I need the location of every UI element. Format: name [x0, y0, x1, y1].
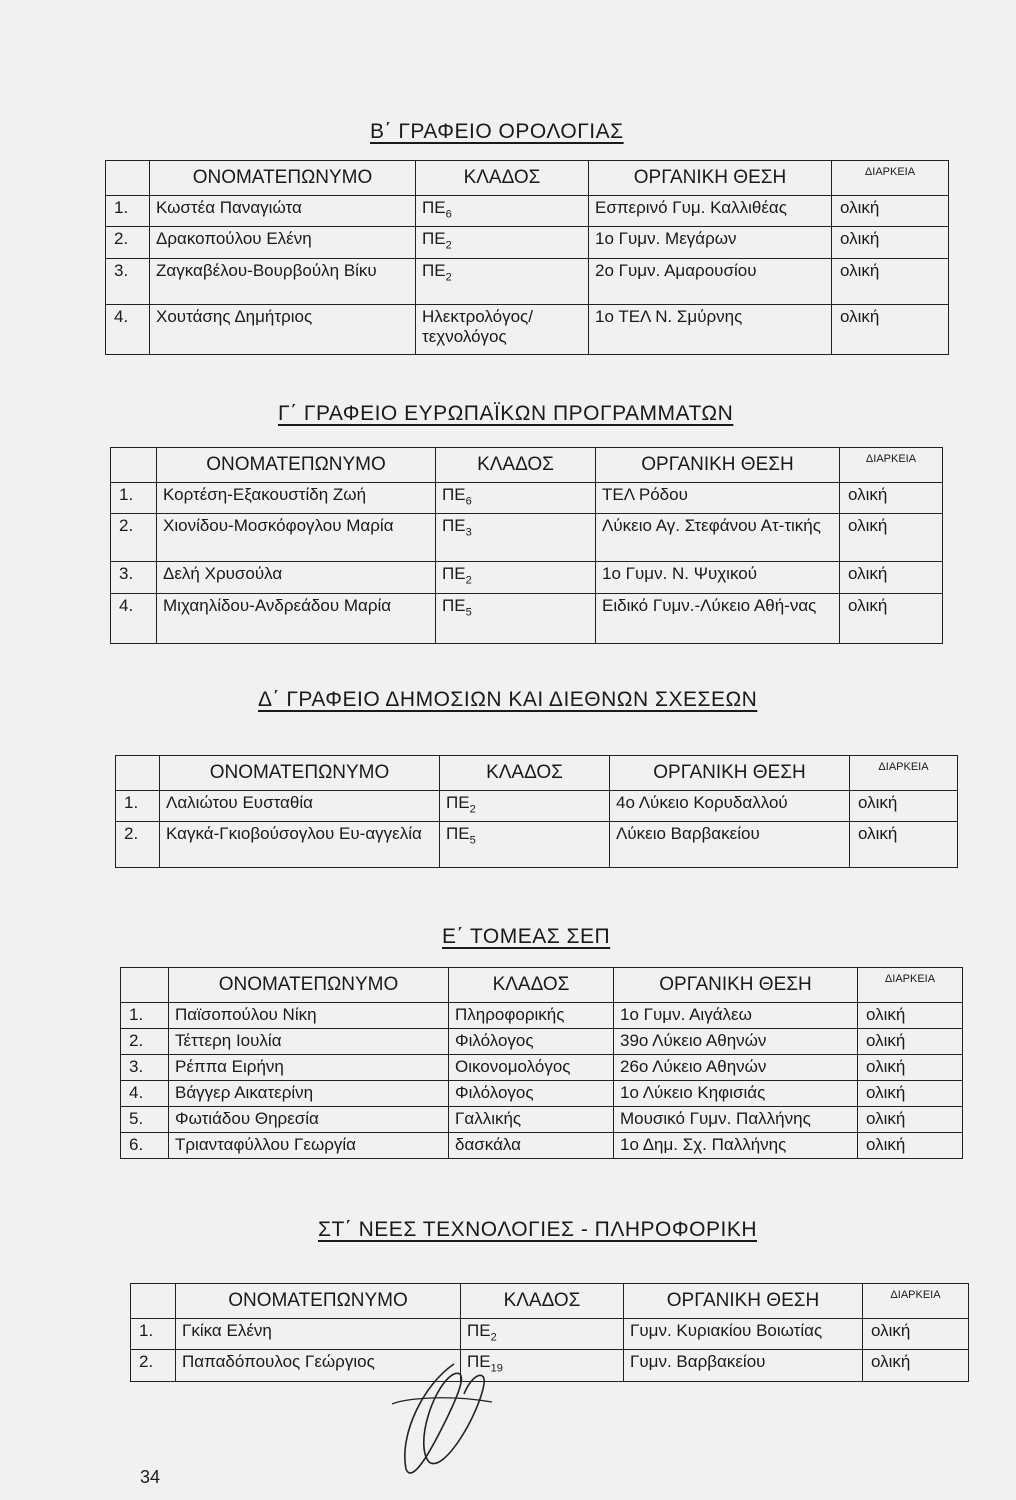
row-duration: ολική — [832, 227, 949, 258]
row-name: Μιχαηλίδου-Ανδρεάδου Μαρία — [157, 593, 436, 643]
row-position: Εσπερινό Γυμ. Καλλιθέας — [589, 196, 832, 227]
row-number: 4. — [121, 1081, 169, 1107]
row-branch: Φιλόλογος — [449, 1029, 614, 1055]
col-header-duration: ΔΙΑΡΚΕΙΑ — [850, 756, 958, 791]
table-row — [106, 227, 949, 258]
row-name: Παϊσοπούλου Νίκη — [169, 1003, 449, 1029]
table-row — [121, 1055, 963, 1081]
row-duration: ολική — [858, 1133, 963, 1159]
col-header-duration: ΔΙΑΡΚΕΙΑ — [863, 1284, 969, 1319]
row-branch: $\Pi E_5$ — [440, 822, 610, 868]
row-branch: $\Pi E_2$ — [440, 791, 610, 822]
table-header-row — [116, 756, 958, 791]
row-number: 1. — [121, 1003, 169, 1029]
row-position: Λύκειο Βαρβακείου — [610, 822, 850, 868]
row-branch: $\Pi E_2$ — [436, 562, 596, 593]
col-header-duration: ΔΙΑΡΚΕΙΑ — [840, 448, 943, 483]
row-position: 1ο Γυμν. Ν. Ψυχικού — [596, 562, 840, 593]
orologia-table — [105, 160, 949, 355]
col-header-name: ΟΝΟΜΑΤΕΠΩΝΥΜΟ — [176, 1284, 461, 1319]
row-branch: $\Pi E_5$ — [436, 593, 596, 643]
row-position: 26ο Λύκειο Αθηνών — [614, 1055, 858, 1081]
row-position: 39ο Λύκειο Αθηνών — [614, 1029, 858, 1055]
row-branch: $\Pi E_2$ — [416, 258, 589, 304]
row-branch: $\Pi E_3$ — [436, 514, 596, 562]
table-row — [121, 1003, 963, 1029]
row-duration: ολική — [840, 593, 943, 643]
col-header-branch: ΚΛΑΔΟΣ — [436, 448, 596, 483]
row-branch: $\Pi E_6$ — [436, 483, 596, 514]
row-duration: ολική — [858, 1029, 963, 1055]
table-row — [131, 1350, 969, 1381]
row-number: 4. — [106, 304, 150, 354]
row-name: Γκίκα Ελένη — [176, 1319, 461, 1350]
col-header-branch: ΚΛΑΔΟΣ — [416, 161, 589, 196]
table-header-row — [106, 161, 949, 196]
table-header-row — [121, 968, 963, 1003]
row-number: 5. — [121, 1107, 169, 1133]
col-header-position: ΟΡΓΑΝΙΚΗ ΘΕΣΗ — [624, 1284, 863, 1319]
row-branch: Πληροφορικής — [449, 1003, 614, 1029]
row-name: Παπαδόπουλος Γεώργιος — [176, 1350, 461, 1381]
table-row — [106, 258, 949, 304]
row-duration: ολική — [850, 822, 958, 868]
row-name: Κωστέα Παναγιώτα — [150, 196, 416, 227]
table-row — [131, 1319, 969, 1350]
col-header-position: ΟΡΓΑΝΙΚΗ ΘΕΣΗ — [596, 448, 840, 483]
col-header-name: ΟΝΟΜΑΤΕΠΩΝΥΜΟ — [157, 448, 436, 483]
row-branch: Γαλλικής — [449, 1107, 614, 1133]
row-name: Δελή Χρυσούλα — [157, 562, 436, 593]
row-name: Κορτέση-Εξακουστίδη Ζωή — [157, 483, 436, 514]
row-position: Μουσικό Γυμν. Παλλήνης — [614, 1107, 858, 1133]
row-number: 2. — [111, 514, 157, 562]
row-duration: ολική — [858, 1081, 963, 1107]
row-position: 2ο Γυμν. Αμαρουσίου — [589, 258, 832, 304]
row-position: 1ο Λύκειο Κηφισιάς — [614, 1081, 858, 1107]
row-duration: ολική — [850, 791, 958, 822]
table-header-row — [111, 448, 943, 483]
sep-table — [120, 967, 963, 1159]
row-position: 1ο Γυμν. Μεγάρων — [589, 227, 832, 258]
row-duration: ολική — [832, 304, 949, 354]
row-position: Λύκειο Αγ. Στεφάνου Ατ-τικής — [596, 514, 840, 562]
row-duration: ολική — [858, 1003, 963, 1029]
row-name: Λαλιώτου Ευσταθία — [160, 791, 440, 822]
row-position: ΤΕΛ Ρόδου — [596, 483, 840, 514]
row-duration: ολική — [840, 483, 943, 514]
row-duration: ολική — [840, 514, 943, 562]
row-number: 3. — [106, 258, 150, 304]
table-row — [111, 514, 943, 562]
table-row — [121, 1029, 963, 1055]
col-header-branch: ΚΛΑΔΟΣ — [461, 1284, 624, 1319]
public-relations-table — [115, 755, 958, 868]
col-header-position: ΟΡΓΑΝΙΚΗ ΘΕΣΗ — [589, 161, 832, 196]
row-duration: ολική — [858, 1055, 963, 1081]
row-name: Βάγγερ Αικατερίνη — [169, 1081, 449, 1107]
row-branch: $\Pi E_2$ — [461, 1319, 624, 1350]
row-number: 3. — [121, 1055, 169, 1081]
row-number: 3. — [111, 562, 157, 593]
section-title-new-technologies: ΣΤ΄ ΝΕΕΣ ΤΕΧΝΟΛΟΓΙΕΣ - ΠΛΗΡΟΦΟΡΙΚΗ — [318, 1218, 757, 1241]
new-technologies-table — [130, 1283, 969, 1382]
row-duration: ολική — [863, 1319, 969, 1350]
row-position: 1ο Γυμν. Αιγάλεω — [614, 1003, 858, 1029]
row-branch: δασκάλα — [449, 1133, 614, 1159]
row-number: 2. — [106, 227, 150, 258]
col-header-position: ΟΡΓΑΝΙΚΗ ΘΕΣΗ — [610, 756, 850, 791]
row-number: 1. — [116, 791, 160, 822]
row-name: Χιονίδου-Μοσκόφογλου Μαρία — [157, 514, 436, 562]
row-position: Ειδικό Γυμν.-Λύκειο Αθή-νας — [596, 593, 840, 643]
table-row — [121, 1081, 963, 1107]
row-position: 1ο ΤΕΛ Ν. Σμύρνης — [589, 304, 832, 354]
col-header-branch: ΚΛΑΔΟΣ — [440, 756, 610, 791]
row-name: Ζαγκαβέλου-Βουρβούλη Βίκυ — [150, 258, 416, 304]
row-duration: ολική — [858, 1107, 963, 1133]
row-name: Τριανταφύλλου Γεωργία — [169, 1133, 449, 1159]
section-title-sep: Ε΄ ΤΟΜΕΑΣ ΣΕΠ — [442, 925, 611, 948]
col-header-branch: ΚΛΑΔΟΣ — [449, 968, 614, 1003]
row-duration: ολική — [832, 196, 949, 227]
table-row — [111, 483, 943, 514]
row-name: Τέττερη Ιουλία — [169, 1029, 449, 1055]
row-name: Καγκά-Γκιοβούσογλου Ευ-αγγελία — [160, 822, 440, 868]
col-header-duration: ΔΙΑΡΚΕΙΑ — [832, 161, 949, 196]
row-number: 1. — [131, 1319, 176, 1350]
table-row — [111, 593, 943, 643]
row-duration: ολική — [863, 1350, 969, 1381]
row-position: Γυμν. Κυριακίου Βοιωτίας — [624, 1319, 863, 1350]
table-row — [116, 791, 958, 822]
page-number: 34 — [140, 1467, 161, 1487]
col-header-duration: ΔΙΑΡΚΕΙΑ — [858, 968, 963, 1003]
row-number: 2. — [121, 1029, 169, 1055]
table-header-row — [131, 1284, 969, 1319]
row-name: Ρέππα Ειρήνη — [169, 1055, 449, 1081]
col-header-name: ΟΝΟΜΑΤΕΠΩΝΥΜΟ — [150, 161, 416, 196]
row-duration: ολική — [840, 562, 943, 593]
row-duration: ολική — [832, 258, 949, 304]
table-row — [106, 196, 949, 227]
row-number: 2. — [116, 822, 160, 868]
table-row — [116, 822, 958, 868]
table-row — [121, 1133, 963, 1159]
col-header-name: ΟΝΟΜΑΤΕΠΩΝΥΜΟ — [169, 968, 449, 1003]
section-title-public-relations: Δ΄ ΓΡΑΦΕΙΟ ΔΗΜΟΣΙΩΝ ΚΑΙ ΔΙΕΘΝΩΝ ΣΧΕΣΕΩΝ — [258, 688, 758, 711]
signature-scribble — [384, 1344, 504, 1484]
row-position: 1ο Δημ. Σχ. Παλλήνης — [614, 1133, 858, 1159]
table-row — [121, 1107, 963, 1133]
row-name: Δρακοπούλου Ελένη — [150, 227, 416, 258]
row-position: 4ο Λύκειο Κορυδαλλού — [610, 791, 850, 822]
row-number: 1. — [106, 196, 150, 227]
row-name: Χουτάσης Δημήτριος — [150, 304, 416, 354]
row-branch: Ηλεκτρολόγος/ τεχνολόγος — [416, 304, 589, 354]
row-number: 4. — [111, 593, 157, 643]
european-programs-table — [110, 447, 943, 644]
section-title-european-programs: Γ΄ ΓΡΑΦΕΙΟ ΕΥΡΩΠΑΪΚΩΝ ΠΡΟΓΡΑΜΜΑΤΩΝ — [278, 402, 734, 425]
col-header-name: ΟΝΟΜΑΤΕΠΩΝΥΜΟ — [160, 756, 440, 791]
row-number: 6. — [121, 1133, 169, 1159]
table-row — [106, 304, 949, 354]
section-title-orologia: Β΄ ΓΡΑΦΕΙΟ ΟΡΟΛΟΓΙΑΣ — [370, 120, 624, 143]
row-number: 1. — [111, 483, 157, 514]
row-branch: Οικονομολόγος — [449, 1055, 614, 1081]
col-header-position: ΟΡΓΑΝΙΚΗ ΘΕΣΗ — [614, 968, 858, 1003]
row-name: Φωτιάδου Θηρεσία — [169, 1107, 449, 1133]
table-row — [111, 562, 943, 593]
row-branch: Φιλόλογος — [449, 1081, 614, 1107]
row-position: Γυμν. Βαρβακείου — [624, 1350, 863, 1381]
row-branch: $\Pi E_2$ — [416, 227, 589, 258]
row-number: 2. — [131, 1350, 176, 1381]
row-branch: $\Pi E_6$ — [416, 196, 589, 227]
row-branch: $\Pi E_{19}$ — [461, 1350, 624, 1381]
